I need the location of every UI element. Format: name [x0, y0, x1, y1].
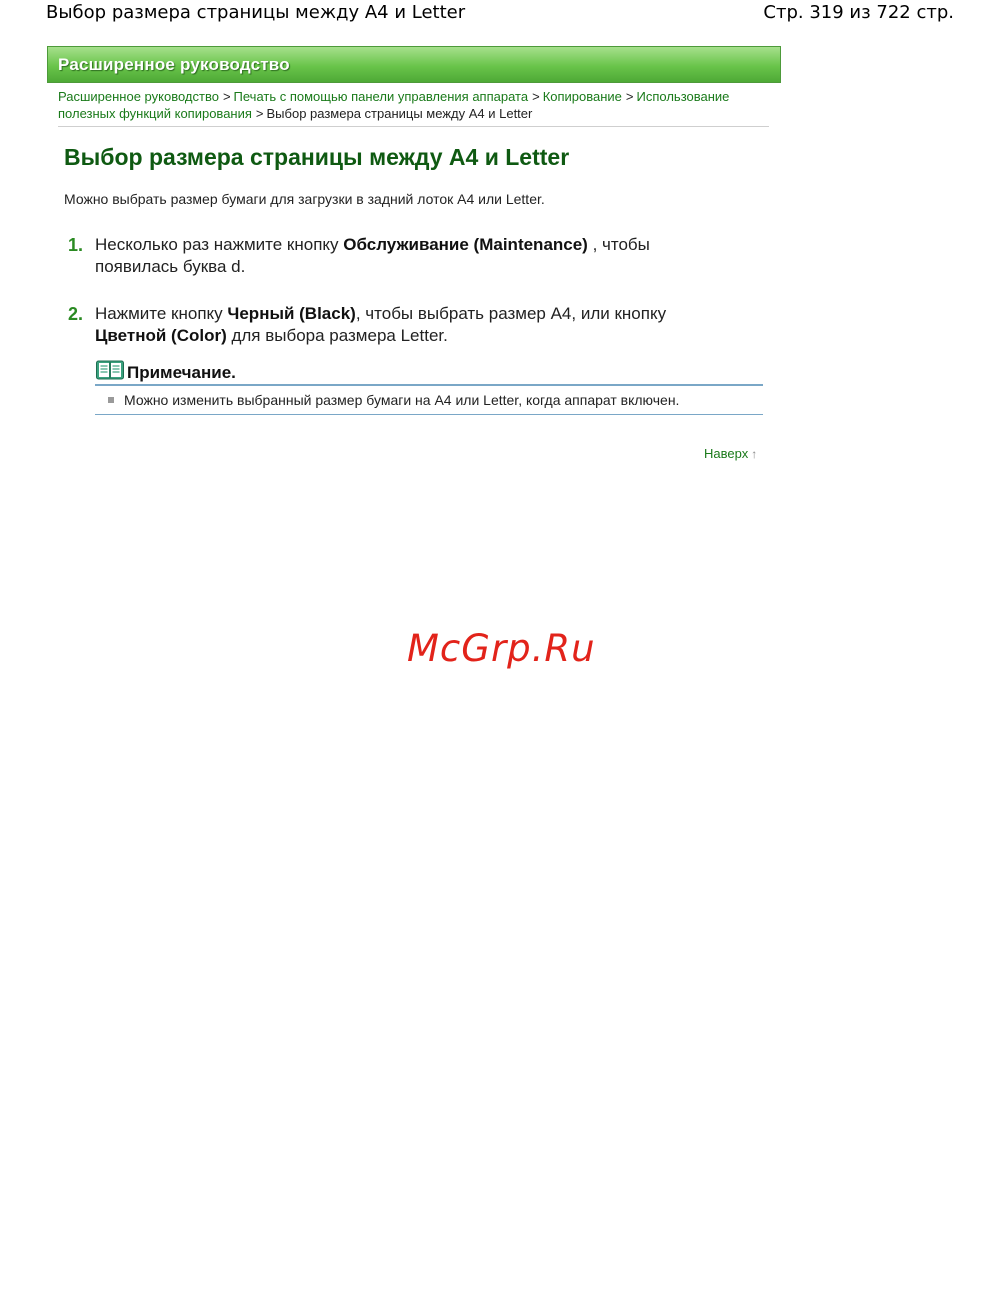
- breadcrumb-link-copying[interactable]: Копирование: [542, 89, 622, 104]
- note-title: Примечание.: [127, 363, 236, 382]
- print-header-title: Выбор размера страницы между A4 и Letter: [46, 2, 466, 23]
- print-header-page-info: Стр. 319 из 722 стр.: [763, 2, 954, 23]
- back-to-top-link[interactable]: [704, 446, 757, 461]
- maintenance-button-label: Обслуживание (Maintenance): [343, 235, 588, 254]
- note-header: [95, 360, 763, 384]
- breadcrumb-current: Выбор размера страницы между A4 и Letter: [266, 106, 533, 121]
- breadcrumb-link-advanced-guide[interactable]: Расширенное руководство: [58, 89, 219, 104]
- note-divider-bottom: [95, 414, 763, 415]
- step-text: Нажмите кнопку Черный (Black), чтобы выбрать размер A4, или кнопку Цветной (Color) для выбора размера Letter.: [95, 304, 667, 345]
- book-icon: [96, 360, 124, 380]
- banner-title: Расширенное руководство: [58, 55, 290, 74]
- breadcrumb-separator: >: [625, 89, 634, 104]
- breadcrumb-link-panel-printing[interactable]: Печать с помощью панели управления аппарата: [233, 89, 529, 104]
- breadcrumb-separator: >: [532, 89, 540, 104]
- section-banner: [47, 46, 781, 83]
- arrow-up-icon: ↑: [751, 447, 758, 461]
- note-box: [95, 360, 763, 408]
- intro-text: Можно выбрать размер бумаги для загрузки в задний лоток A4 или Letter.: [64, 191, 545, 207]
- color-button-label: Цветной (Color): [95, 326, 227, 345]
- step-text: Несколько раз нажмите кнопку Обслуживание (Maintenance) , чтобы появилась буква d.: [95, 235, 650, 276]
- breadcrumb: [58, 88, 770, 122]
- note-item: [95, 392, 679, 408]
- note-divider-top: [95, 384, 763, 386]
- step-number: 2.: [68, 304, 84, 324]
- black-button-label: Черный (Black): [227, 304, 356, 323]
- step-number: 1.: [68, 235, 84, 255]
- print-header: [46, 2, 954, 28]
- page-title: Выбор размера страницы между A4 и Letter: [64, 144, 570, 170]
- back-to-top-label: Наверх: [704, 446, 749, 461]
- breadcrumb-separator: >: [255, 106, 264, 121]
- breadcrumb-separator: >: [222, 89, 231, 104]
- watermark: McGrp.Ru: [407, 627, 596, 670]
- breadcrumb-link-useful-copy-functions[interactable]: Использование полезных функций копирования: [58, 89, 730, 121]
- square-bullet-icon: [108, 397, 114, 403]
- note-item-text: Можно изменить выбранный размер бумаги на A4 или Letter, когда аппарат включен.: [124, 392, 680, 408]
- breadcrumb-divider: [58, 126, 769, 127]
